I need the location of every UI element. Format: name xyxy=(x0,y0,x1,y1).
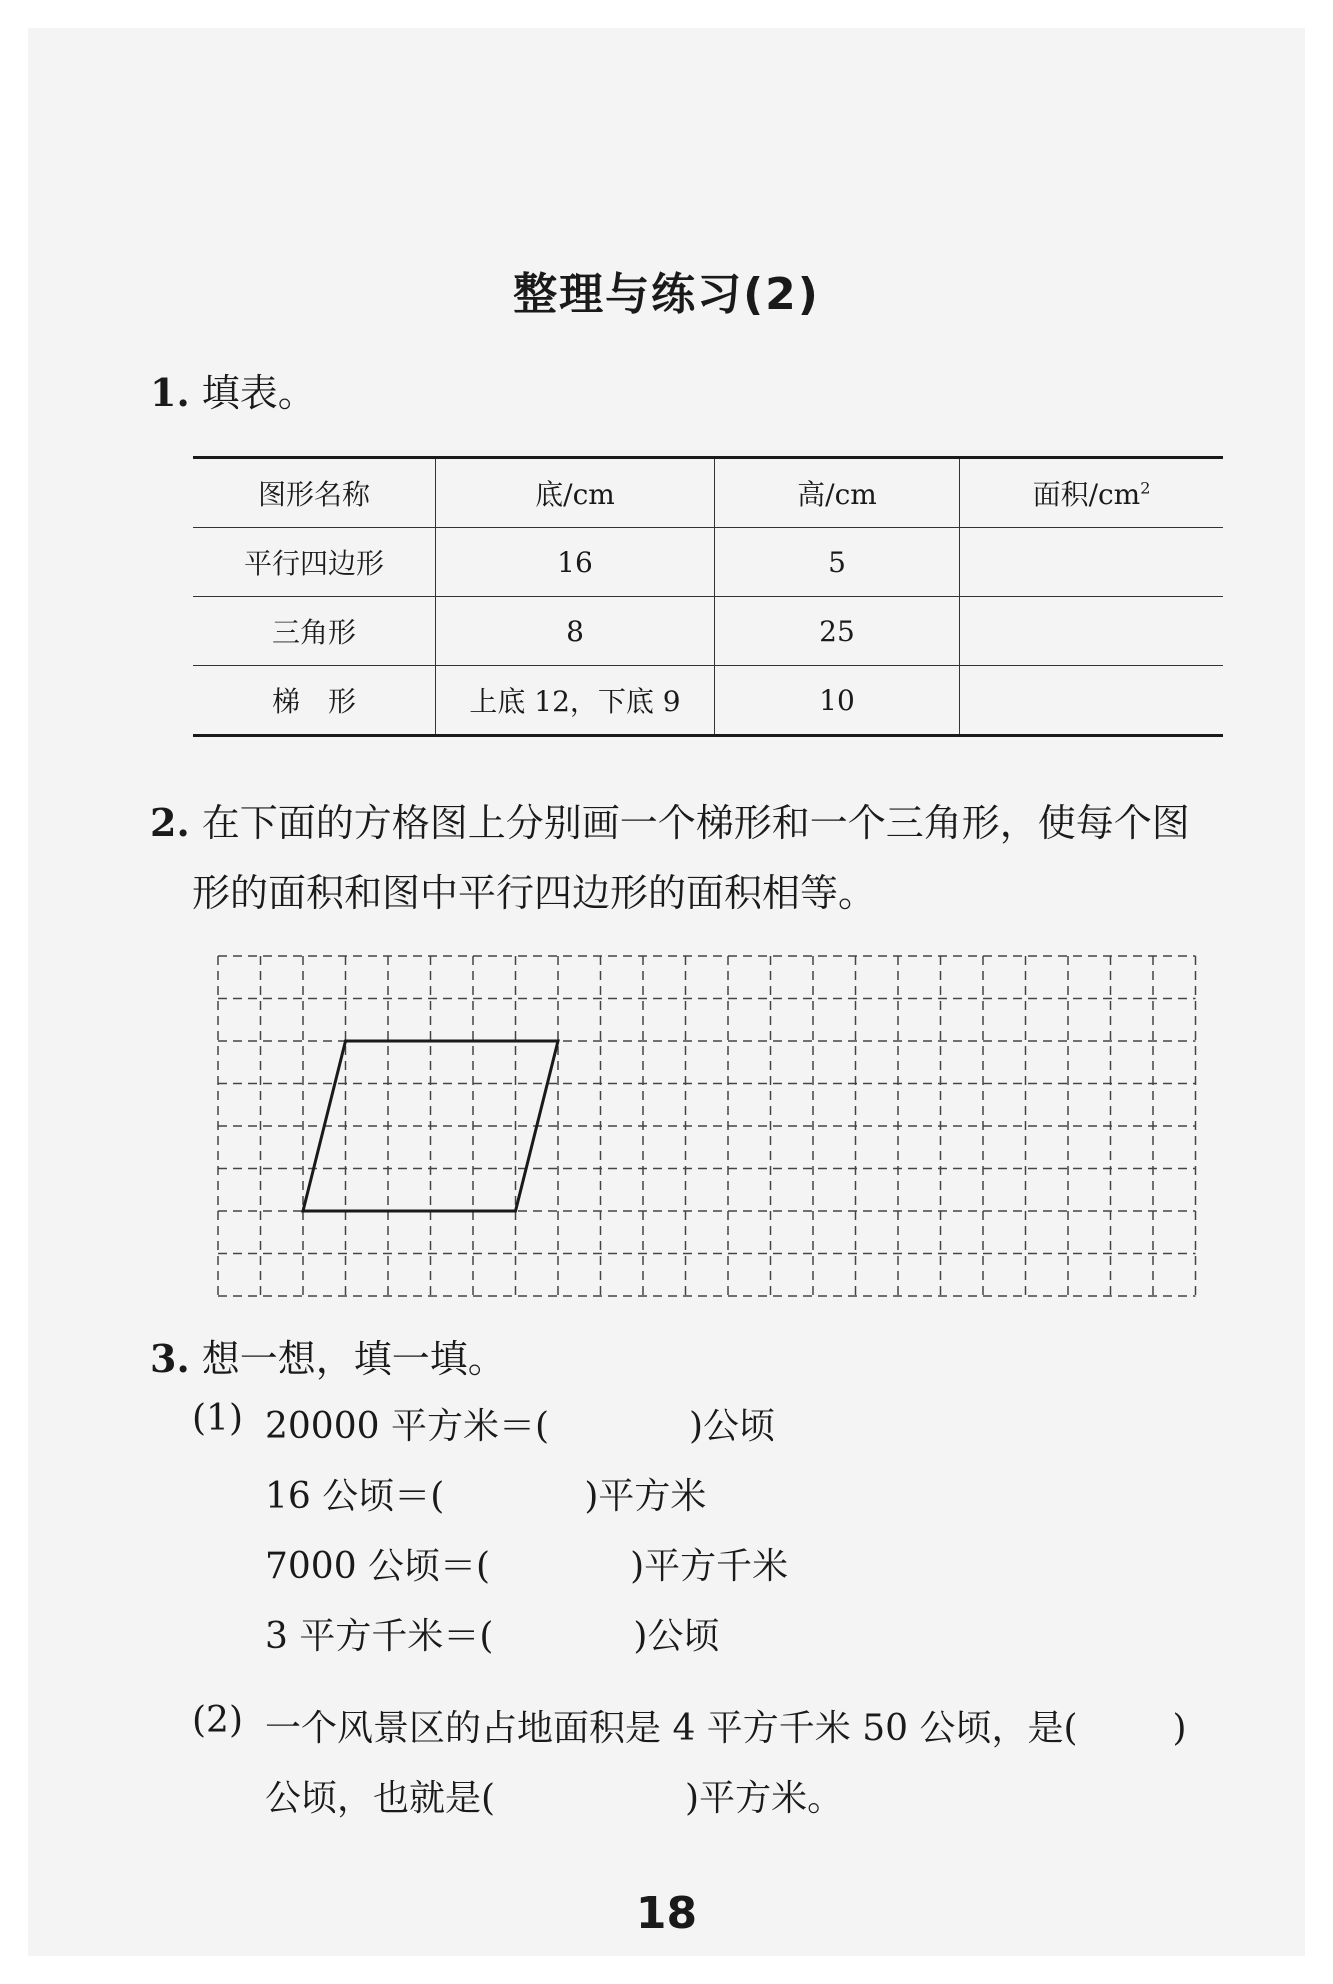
table-cell: 25 xyxy=(715,597,960,666)
answer-cell[interactable] xyxy=(960,666,1224,736)
table-row xyxy=(193,597,1223,666)
question-2-line2: 形的面积和图中平行四边形的面积相等。 xyxy=(192,871,877,915)
answer-cell[interactable] xyxy=(960,528,1224,597)
question-3-number: 3. xyxy=(150,1336,190,1381)
header-area-label: 面积/cm xyxy=(1032,478,1141,511)
header-area xyxy=(960,458,1224,528)
conversion-line-4 xyxy=(265,1608,719,1659)
question-2 xyxy=(150,792,1250,847)
line-3-after: )平方千米 xyxy=(630,1546,789,1587)
conversion-line-3 xyxy=(265,1538,788,1589)
part-2-line2-before: 公顷，也就是( xyxy=(265,1778,496,1819)
part-2-line1-close: ) xyxy=(1172,1708,1187,1749)
header-base: 底/cm xyxy=(436,458,715,528)
table-cell: 上底 12，下底 9 xyxy=(436,666,715,736)
line-4-before: 3 平方千米＝( xyxy=(265,1616,494,1657)
question-1 xyxy=(150,362,316,417)
part-2-line2 xyxy=(265,1770,843,1821)
answer-cell[interactable] xyxy=(960,597,1224,666)
page-number: 18 xyxy=(635,1888,698,1939)
table-cell: 10 xyxy=(715,666,960,736)
line-3-before: 7000 公顷＝( xyxy=(265,1546,491,1587)
table-cell: 5 xyxy=(715,528,960,597)
table-row xyxy=(193,666,1223,736)
part-2-line1-text: 一个风景区的占地面积是 4 平方千米 50 公顷，是( xyxy=(265,1708,1078,1749)
table-cell: 三角形 xyxy=(193,597,436,666)
line-1-after: )公顷 xyxy=(689,1406,776,1447)
line-1-before: 20000 平方米＝( xyxy=(265,1406,550,1447)
square-grid[interactable] xyxy=(210,948,1202,1300)
question-3-text: 想一想，填一填。 xyxy=(201,1337,506,1381)
grid-lines xyxy=(218,956,1196,1296)
part-1-label: (1) xyxy=(192,1398,243,1439)
table-cell: 平行四边形 xyxy=(193,528,436,597)
table-header-row xyxy=(193,458,1223,528)
line-2-after: )平方米 xyxy=(584,1476,707,1517)
header-area-sup: 2 xyxy=(1140,478,1151,498)
table-cell: 梯 形 xyxy=(193,666,436,736)
part-2-line2-after: )平方米。 xyxy=(685,1778,844,1819)
line-2-before: 16 公顷＝( xyxy=(265,1476,445,1517)
question-1-number: 1. xyxy=(150,370,190,415)
question-1-text: 填表。 xyxy=(201,371,316,415)
table-cell: 16 xyxy=(436,528,715,597)
part-2-label: (2) xyxy=(192,1700,243,1741)
question-2-number: 2. xyxy=(150,800,190,845)
question-3 xyxy=(150,1328,506,1383)
part-2-line1 xyxy=(265,1700,1187,1751)
header-height: 高/cm xyxy=(715,458,960,528)
header-shape-name: 图形名称 xyxy=(193,458,436,528)
page-title: 整理与练习(2) xyxy=(513,269,820,320)
table-cell: 8 xyxy=(436,597,715,666)
table-row xyxy=(193,528,1223,597)
conversion-line-2 xyxy=(265,1468,706,1519)
conversion-line-1 xyxy=(265,1398,775,1449)
fill-table xyxy=(193,456,1223,737)
question-2-line1: 在下面的方格图上分别画一个梯形和一个三角形，使每个图 xyxy=(201,801,1190,845)
line-4-after: )公顷 xyxy=(633,1616,720,1657)
